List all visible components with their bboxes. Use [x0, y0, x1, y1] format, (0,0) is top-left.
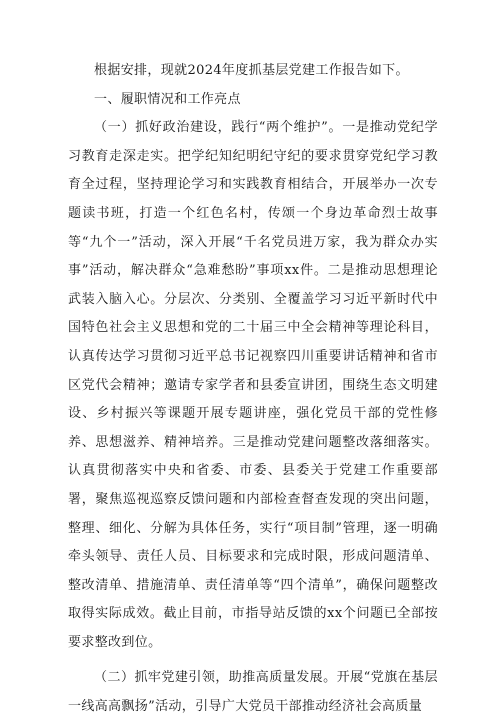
- body-paragraph: （二）抓牢党建引领，助推高质量发展。开展“党旗在基层一线高高飘扬”活动，引导广大党员干部推动经济社会高质量: [68, 670, 438, 715]
- intro-paragraph: 根据安排，现就2024年度抓基层党建工作报告如下。: [94, 63, 409, 78]
- document-body: [68, 57, 438, 722]
- body-paragraph: （一）抓好政治建设，践行“两个维护”。一是推动党纪学习教育走深走实。把学纪知纪明纪守纪的要求贯穿党纪学习教育全过程，坚持理论学习和实践教育相结合，开展举办一次专题读书班，打造一个红色名村，传颂一个身边革命烈士故事等“九个一”活动，深入开展“千名党员进万家，我为群众办实事”活动，解决群众“急难愁盼”事项xx件。二是推动思想理论武装入脑入心。分层次、分类别、全覆盖学习习近平新时代中国特色社会主义思想和党的二十届三中全会精神等理论科目，认真传达学习贯彻习近平总书记视察四川重要讲话精神和省市区党代会精神；邀请专家学者和县委宣讲团，围绕生态文明建设、乡村振兴等课题开展专题讲座，强化党员干部的党性修养、思想滋养、精神培养。三是推动党建问题整改落细落实。认真贯彻落实中央和省委、市委、县委关于党建工作重要部署，聚焦巡视巡察反馈问题和内部检查督查发现的突出问题，整理、细化、分解为具体任务，实行“项目制”管理，逐一明确牵头领导、责任人员、目标要求和完成时限，形成问题清单、整改清单、措施清单、责任清单等“四个清单”，确保问题整改取得实际成效。截止目前，市指导站反馈的xx个问题已全部按要求整改到位。: [68, 120, 438, 650]
- section-heading: 一、履职情况和工作亮点: [94, 91, 241, 107]
